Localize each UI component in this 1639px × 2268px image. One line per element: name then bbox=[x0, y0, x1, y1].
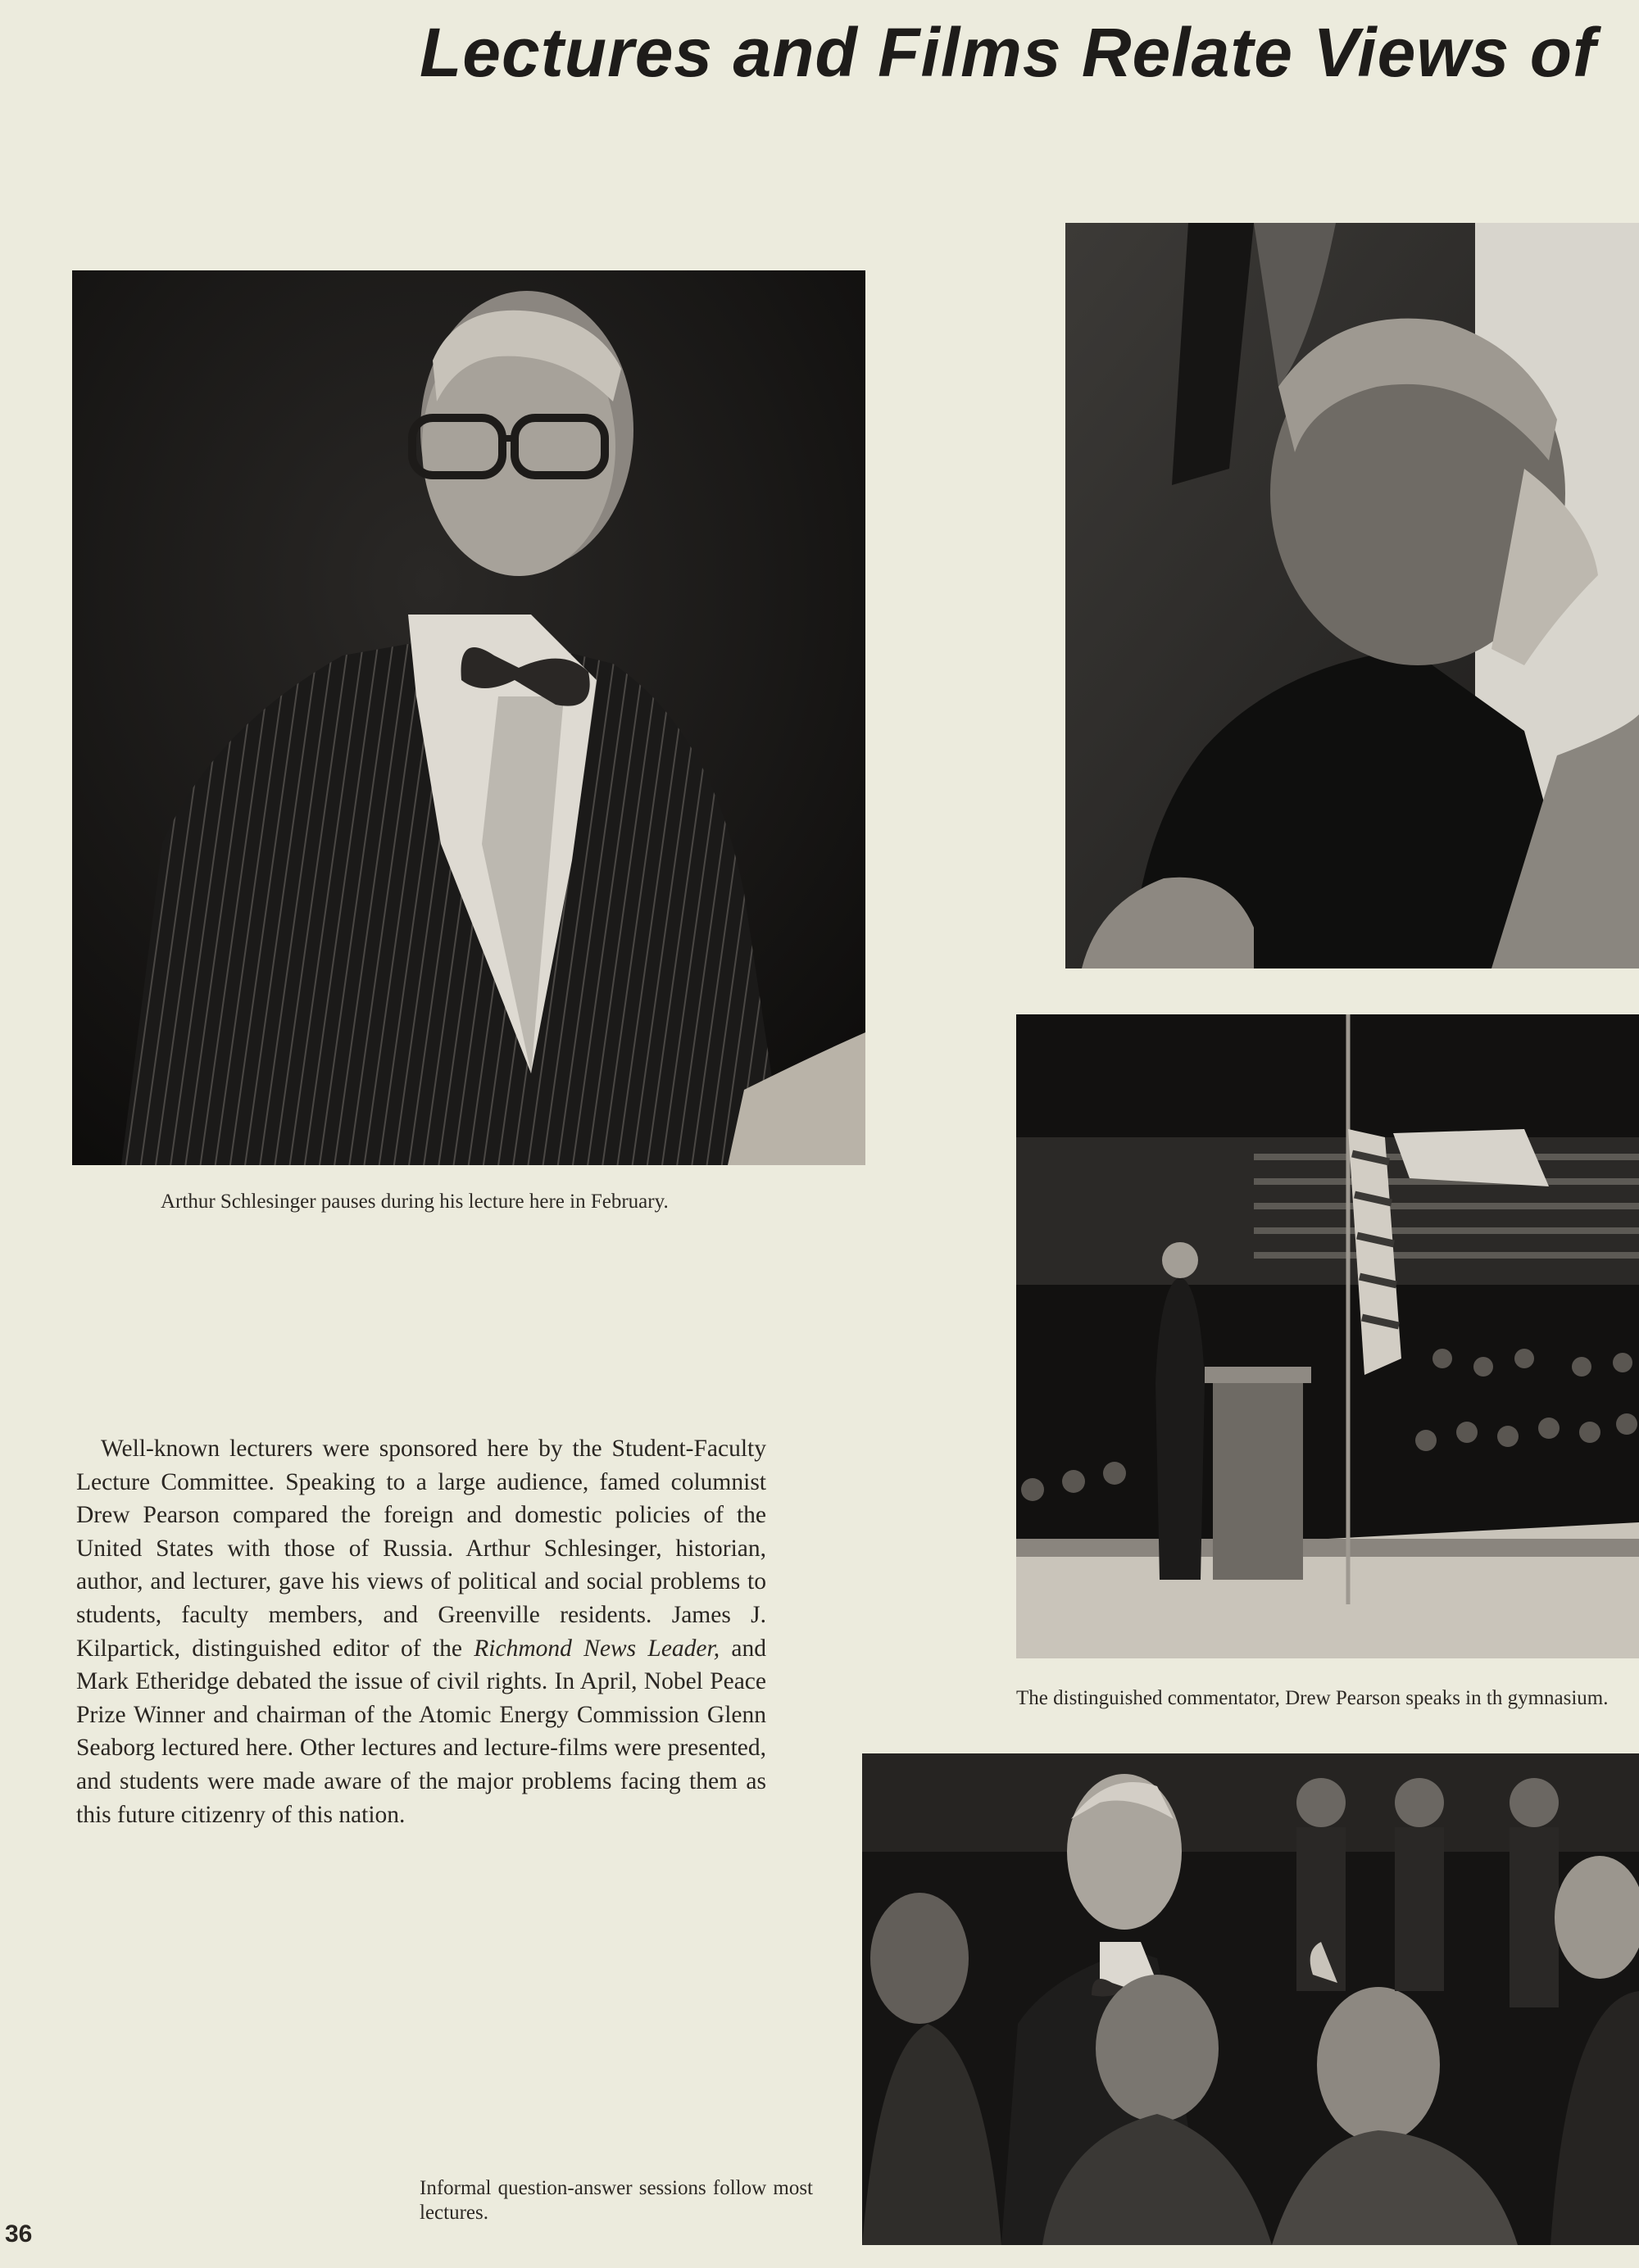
sessions-caption: Informal question-answer sessions follow most lectures. bbox=[420, 2177, 813, 2224]
article-paragraph bbox=[76, 1432, 766, 1831]
page-headline: Lectures and Films Relate Views of bbox=[420, 14, 1596, 91]
pearson-caption: The distinguished commentator, Drew Pearson speaks in th gymnasium. bbox=[1016, 1687, 1609, 1709]
newspaper-title: Richmond News Leader, bbox=[474, 1635, 720, 1662]
question-session-photo bbox=[862, 1753, 1639, 2245]
schlesinger-caption: Arthur Schlesinger pauses during his lecture here in February. bbox=[161, 1191, 669, 1213]
pearson-gymnasium-photo bbox=[1016, 1014, 1639, 1658]
pearson-closeup-photo bbox=[1065, 223, 1639, 968]
article-body bbox=[76, 1432, 766, 1831]
article-text-part1: Well-known lecturers were sponsored here by the Student-Faculty Lecture Committee. Speaking to a large audience, famed columnist Drew Pearson compared the foreign and domestic policies of the United States with those of Russia. Arthur Schlesinger, historian, author, and lecturer, gave his views of political and social problems to students, faculty members, and Greenville residents. James J. Kilpartick, distinguished editor of the bbox=[76, 1436, 766, 1662]
page-number: 36 bbox=[5, 2220, 33, 2248]
schlesinger-photo bbox=[72, 270, 865, 1165]
article-text-part2: and Mark Etheridge debated the issue of civil rights. In April, Nobel Peace Prize Winner and chairman of the Atomic Energy Commission Glenn Seaborg lectured here. Other lectures and lecture-films were presented, and students were made aware of the major problems facing them as this future citizenry of this nation. bbox=[76, 1635, 766, 1828]
